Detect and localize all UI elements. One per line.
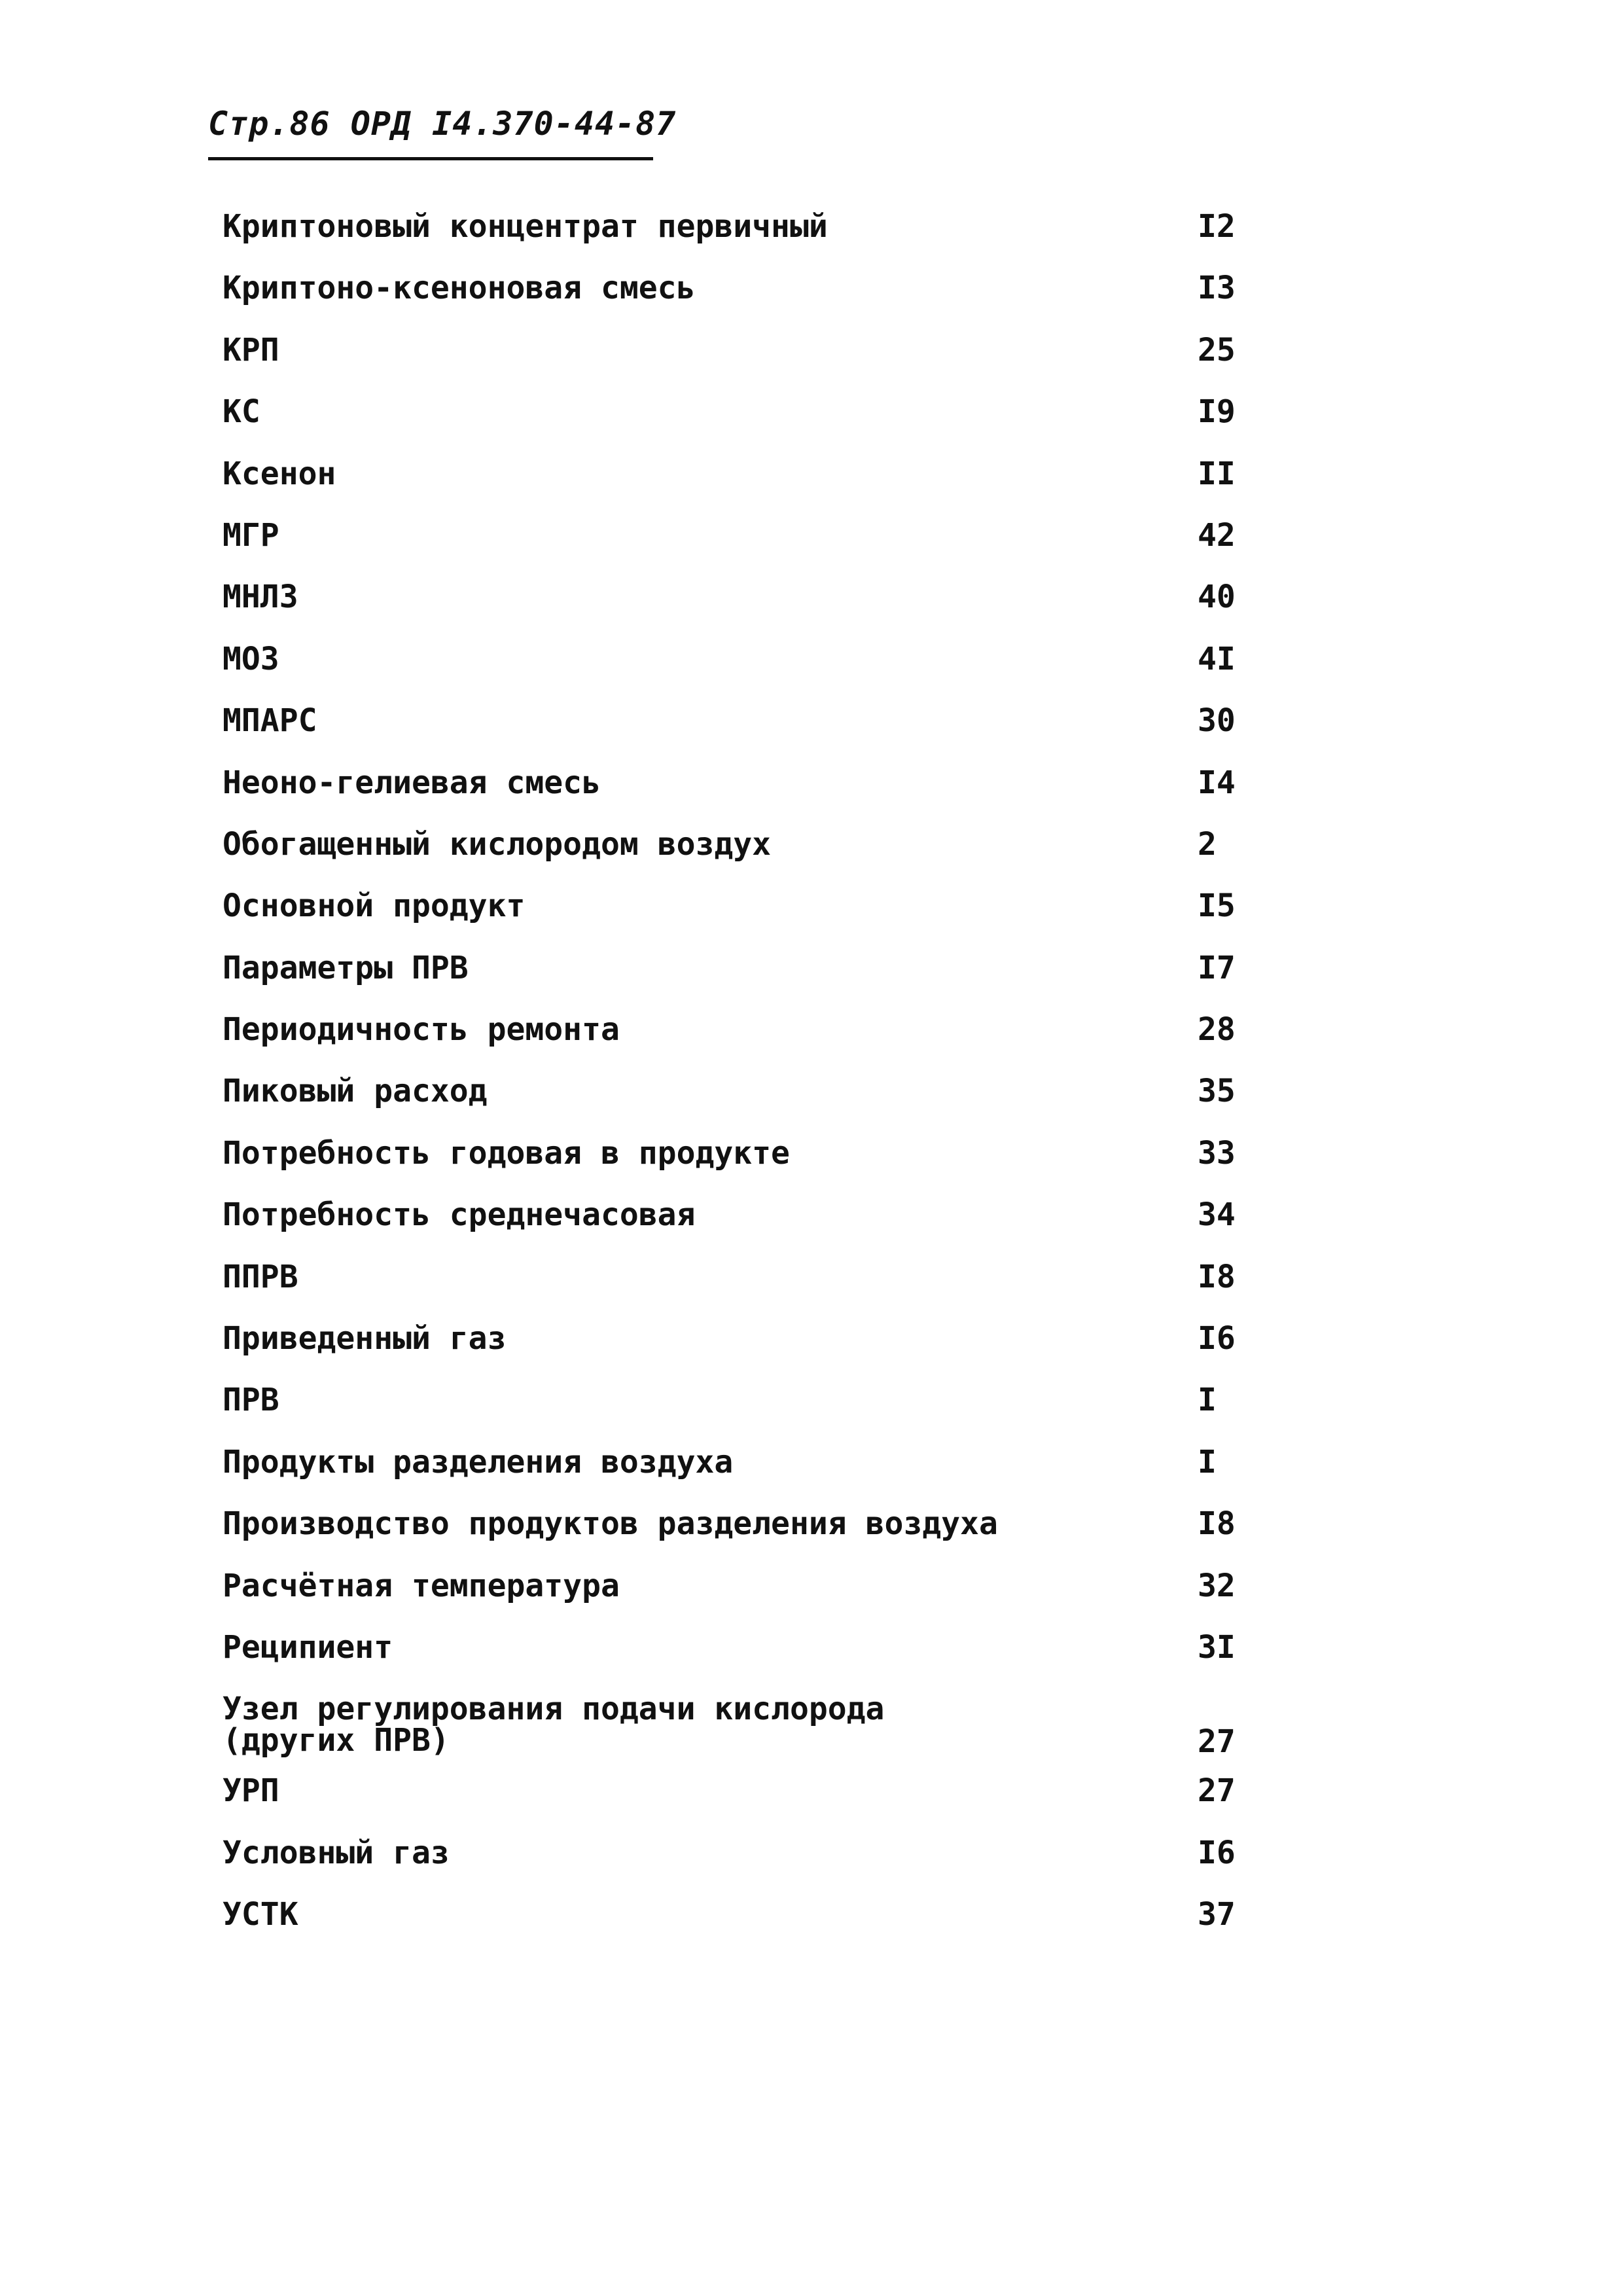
index-term: Приведенный газ: [223, 1320, 507, 1357]
index-term: Пиковый расход: [223, 1073, 488, 1110]
index-page-ref: 40: [1198, 579, 1236, 616]
index-entry: [223, 1884, 1243, 1946]
index-list: [223, 196, 1243, 1946]
index-term: Параметры ПРВ: [223, 949, 469, 986]
index-entry: [223, 1494, 1243, 1555]
index-term: Криптоновый концентрат первичный: [223, 208, 828, 245]
index-term: Обогащенный кислородом воздух: [223, 825, 772, 863]
index-page-ref: 33: [1198, 1134, 1236, 1172]
index-entry: [223, 1432, 1243, 1494]
index-page-ref: 37: [1198, 1896, 1236, 1933]
index-term: Потребность годовая в продукте: [223, 1134, 790, 1172]
index-page-ref: I2: [1198, 208, 1236, 245]
index-page-ref: 28: [1198, 1011, 1236, 1049]
index-term: Периодичность ремонта: [223, 1011, 620, 1049]
index-page-ref: 3I: [1198, 1628, 1236, 1666]
index-term: ППРВ: [223, 1258, 298, 1295]
index-entry: [223, 1123, 1243, 1185]
index-entry: [223, 691, 1243, 752]
index-term: УРП: [223, 1772, 279, 1810]
index-page-ref: 35: [1198, 1073, 1236, 1110]
index-entry: [223, 1370, 1243, 1431]
index-entry: [223, 1679, 1243, 1761]
index-page-ref: 25: [1198, 331, 1236, 368]
index-term: Ксенон: [223, 455, 336, 492]
index-term: Неоно-гелиевая смесь: [223, 764, 601, 801]
index-term: ПРВ: [223, 1382, 279, 1419]
index-page-ref: I4: [1198, 764, 1236, 801]
index-term: Производство продуктов разделения воздуха: [223, 1505, 998, 1543]
index-term: Криптоно-ксеноновая смесь: [223, 270, 696, 307]
index-entry: [223, 1247, 1243, 1308]
index-page-ref: I9: [1198, 393, 1236, 431]
index-page-ref: I6: [1198, 1834, 1236, 1871]
index-term: МГР: [223, 516, 279, 554]
header-underline: [208, 157, 653, 160]
index-entry: [223, 505, 1243, 567]
index-term: Реципиент: [223, 1628, 393, 1666]
index-term: Расчётная температура: [223, 1567, 620, 1604]
index-page-ref: I: [1198, 1443, 1217, 1480]
index-entry: [223, 753, 1243, 814]
index-term: КС: [223, 393, 260, 431]
page-header: Стр.86 ОРД I4.370-44-87: [208, 105, 677, 143]
index-entry: [223, 1061, 1243, 1122]
index-page-ref: 4I: [1198, 640, 1236, 677]
index-entry: [223, 1823, 1243, 1884]
index-term: Основной продукт: [223, 888, 526, 925]
index-page-ref: I5: [1198, 888, 1236, 925]
index-page-ref: 27: [1198, 1772, 1236, 1810]
index-entry: [223, 196, 1243, 258]
index-page-ref: I: [1198, 1382, 1217, 1419]
index-page-ref: 27: [1198, 1723, 1236, 1761]
index-page-ref: 34: [1198, 1196, 1236, 1234]
index-term: КРП: [223, 331, 279, 368]
index-term: Условный газ: [223, 1834, 450, 1871]
index-entry: [223, 876, 1243, 937]
index-term: Узел регулирования подачи кислорода (других ПРВ): [223, 1691, 885, 1759]
index-entry: [223, 1617, 1243, 1679]
index-page-ref: 2: [1198, 825, 1217, 863]
index-page-ref: 42: [1198, 516, 1236, 554]
index-page-ref: I8: [1198, 1258, 1236, 1295]
index-entry: [223, 814, 1243, 876]
index-term: УСТК: [223, 1896, 298, 1933]
index-page-ref: I8: [1198, 1505, 1236, 1543]
index-term: Потребность среднечасовая: [223, 1196, 696, 1234]
index-entry: [223, 1761, 1243, 1822]
index-entry: [223, 567, 1243, 628]
index-entry: [223, 258, 1243, 319]
index-entry: [223, 999, 1243, 1061]
index-page-ref: I7: [1198, 949, 1236, 986]
index-term: МПАРС: [223, 702, 317, 740]
index-entry: [223, 1308, 1243, 1370]
index-entry: [223, 382, 1243, 443]
index-term: МОЗ: [223, 640, 279, 677]
index-entry: [223, 1185, 1243, 1246]
index-entry: [223, 1556, 1243, 1617]
index-term: Продукты разделения воздуха: [223, 1443, 734, 1480]
index-page-ref: 32: [1198, 1567, 1236, 1604]
index-entry: [223, 629, 1243, 691]
index-entry: [223, 320, 1243, 382]
index-page-ref: 30: [1198, 702, 1236, 740]
index-term: МНЛЗ: [223, 579, 298, 616]
index-page-ref: II: [1198, 455, 1236, 492]
index-entry: [223, 938, 1243, 999]
index-page-ref: I3: [1198, 270, 1236, 307]
index-page-ref: I6: [1198, 1320, 1236, 1357]
index-entry: [223, 444, 1243, 505]
